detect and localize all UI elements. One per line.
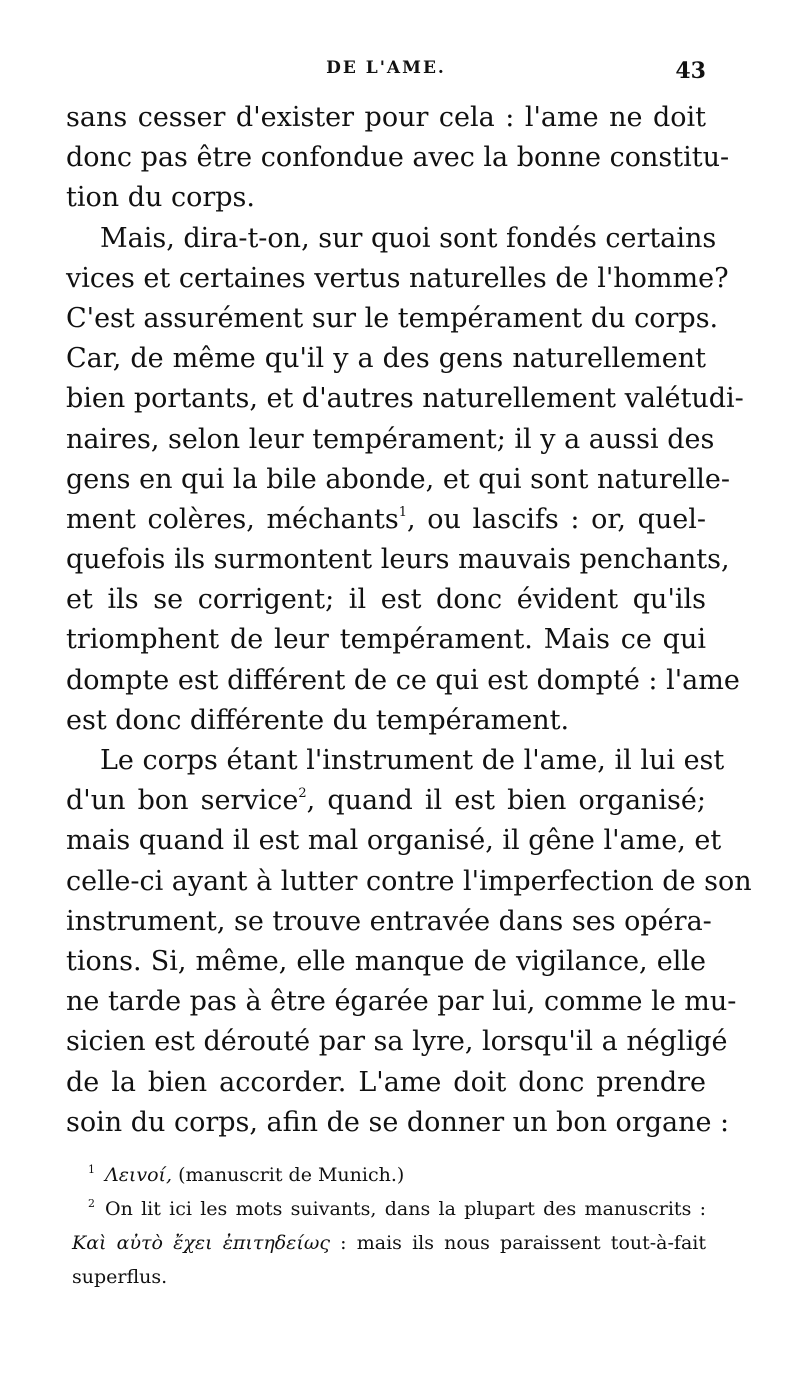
footnote-2-cont bbox=[72, 1226, 706, 1260]
footnote-mark: 1 bbox=[88, 1163, 95, 1176]
text-line: dompte est différent de ce qui est dompté : l'ame bbox=[66, 664, 740, 696]
text-fragment: , ou lascifs : or, quel- bbox=[407, 503, 706, 535]
text-line: Mais, dira-t-on, sur quoi sont fondés certains bbox=[100, 222, 717, 254]
text-line bbox=[66, 781, 706, 821]
footnote-mark: 2 bbox=[88, 1197, 95, 1210]
text-line: mais quand il est mal organisé, il gêne l'ame, et bbox=[66, 825, 722, 857]
footnote-2 bbox=[72, 1192, 706, 1226]
footnote-text: (manuscrit de Munich.) bbox=[178, 1164, 405, 1186]
text-line bbox=[66, 500, 706, 540]
text-fragment: d'un bon service bbox=[66, 785, 299, 817]
text-line: ne tarde pas à être égarée par lui, comme le mu- bbox=[66, 986, 737, 1018]
text-line: est donc différente du tempérament. bbox=[66, 704, 570, 736]
text-line: instrument, se trouve entravée dans ses opéra- bbox=[66, 905, 712, 937]
running-title: DE L'AME. bbox=[326, 58, 446, 78]
text-line: tions. Si, même, elle manque de vigilance, elle bbox=[66, 945, 706, 977]
greek-text: Καὶ αὐτὸ ἔχει ἐπιτηδείως bbox=[72, 1232, 330, 1254]
text-line: donc pas être confondue avec la bonne constitu- bbox=[66, 142, 730, 174]
footnote-ref[interactable]: 2 bbox=[298, 786, 307, 802]
text-line: sicien est dérouté par sa lyre, lorsqu'il a négligé bbox=[66, 1026, 728, 1058]
text-fragment: , quand il est bien organisé; bbox=[306, 785, 706, 817]
text-line: gens en qui la bile abonde, et qui sont naturelle- bbox=[66, 463, 731, 495]
text-line: vices et certaines vertus naturelles de l'homme? bbox=[66, 262, 729, 294]
text-line: tion du corps. bbox=[66, 182, 255, 214]
text-line: sans cesser d'exister pour cela : l'ame ne doit bbox=[66, 102, 706, 133]
text-line: et ils se corrigent; il est donc évident qu'ils bbox=[66, 584, 706, 616]
footnotes bbox=[72, 1158, 706, 1294]
body-text bbox=[66, 98, 752, 1143]
footnote-1 bbox=[72, 1158, 706, 1192]
greek-text: Λειvoί, bbox=[105, 1164, 173, 1186]
text-line: naires, selon leur tempérament; il y a aussi des bbox=[66, 423, 715, 455]
text-line: C'est assurément sur le tempérament du corps. bbox=[66, 302, 719, 334]
text-line: celle-ci ayant à lutter contre l'imperfection de son bbox=[66, 865, 752, 897]
text-line: Car, de même qu'il y a des gens naturellement bbox=[66, 343, 706, 375]
text-line: quefois ils surmontent leurs mauvais penchants, bbox=[66, 544, 730, 576]
footnote-text: On lit ici les mots suivants, dans la plupart des manuscrits : bbox=[105, 1198, 706, 1220]
footnote-text: : mais ils nous paraissent tout-à-fait bbox=[340, 1232, 706, 1254]
page-number: 43 bbox=[675, 58, 706, 84]
text-fragment: ment colères, méchants bbox=[66, 503, 399, 535]
text-line: Le corps étant l'instrument de l'ame, il lui est bbox=[100, 745, 725, 776]
footnote-2-end: superflus. bbox=[72, 1266, 168, 1288]
text-line: triomphent de leur tempérament. Mais ce qui bbox=[66, 624, 706, 656]
text-line: soin du corps, afin de se donner un bon organe : bbox=[66, 1106, 730, 1138]
text-line: de la bien accorder. L'ame doit donc prendre bbox=[66, 1066, 706, 1098]
text-line: bien portants, et d'autres naturellement valétudi- bbox=[66, 383, 744, 415]
running-head bbox=[66, 58, 706, 88]
footnote-ref[interactable]: 1 bbox=[398, 504, 408, 520]
